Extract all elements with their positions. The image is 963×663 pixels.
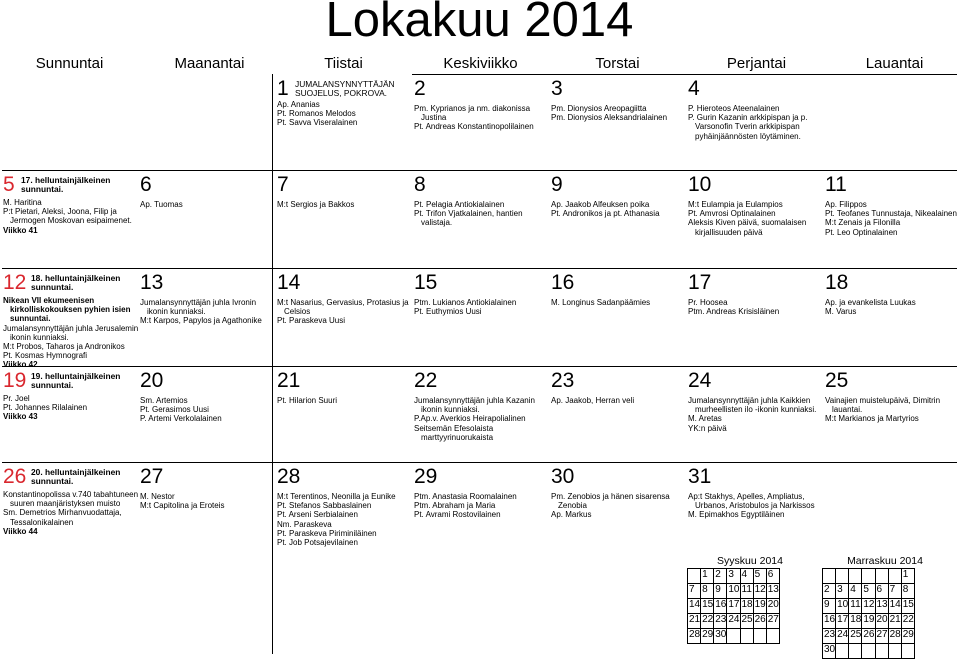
day-cell-1[interactable]: [277, 78, 411, 168]
event-list: [414, 104, 534, 132]
event-list: [414, 492, 517, 520]
day-cell-23[interactable]: [551, 370, 685, 460]
day-number: 4: [688, 77, 700, 100]
event-line: Pr. Hoosea: [688, 298, 728, 307]
event-line: Pm. Kyprianos ja nm. diakonissa: [414, 104, 531, 113]
mini-day: 23: [714, 614, 727, 629]
event-line: Ap:t Stakhys, Apelles, Ampliatus,: [688, 492, 805, 501]
mini-day: 25: [849, 629, 862, 644]
event-list: [551, 396, 634, 405]
event-line: P. Gurin Kazanin arkkipispan ja p.: [688, 113, 808, 123]
weekday-6: Lauantai: [865, 55, 924, 72]
day-cell-6[interactable]: [140, 174, 274, 266]
mini-day: 18: [740, 599, 753, 614]
weekday-header: [0, 55, 959, 75]
event-list: [688, 492, 815, 520]
mini-day: [836, 569, 849, 584]
day-number: 19: [3, 369, 27, 392]
title-line: 17. helluntainjälkeinen: [21, 175, 111, 185]
event-line: Varsonofin Tverin arkkipispan: [695, 122, 800, 132]
event-line: Pt. Amvrosi Optinalainen: [688, 209, 776, 219]
event-line: kirkolliskokouksen pyhien isien: [10, 305, 131, 315]
mini-day: [849, 644, 862, 659]
event-list: [277, 100, 357, 128]
mini-day: 26: [862, 629, 875, 644]
day-number: 23: [551, 369, 575, 392]
mini-day: [888, 644, 901, 659]
mini-day: 6: [875, 584, 888, 599]
event-line: Tessalonikalainen: [10, 517, 74, 527]
mini-day: 21: [888, 614, 901, 629]
mini-day: 9: [714, 584, 727, 599]
event-line: M. Longinus Sadanpäämies: [551, 298, 651, 307]
event-list: [3, 198, 132, 235]
day-number: 20: [140, 369, 164, 392]
title-line: 20. helluntainjälkeinen: [31, 467, 121, 477]
mini-day: 12: [753, 584, 766, 599]
event-list: [277, 298, 409, 326]
mini-day: 11: [740, 584, 753, 599]
event-line: Urbanos, Aristobulos ja Narkissos: [695, 501, 815, 511]
mini-day: 24: [727, 614, 740, 629]
event-line: M. Nestor: [140, 492, 175, 501]
event-line: valistaja.: [421, 218, 453, 228]
mini-day: 14: [688, 599, 701, 614]
day-number: 26: [3, 465, 27, 488]
day-cell-21[interactable]: [277, 370, 411, 460]
event-line: Pt. Euthymios Uusi: [414, 307, 482, 317]
event-line: Zenobia: [558, 501, 587, 511]
day-number: 6: [140, 173, 152, 196]
day-cell-22[interactable]: [414, 370, 548, 460]
title-line: 19. helluntainjälkeinen: [31, 371, 121, 381]
row-divider: [412, 74, 957, 75]
event-list: [140, 200, 183, 209]
event-list: [140, 492, 224, 510]
mini-day: [875, 644, 888, 659]
mini-day: [901, 644, 914, 659]
event-line: Konstantinopolissa v.740 tabahtuneen: [3, 490, 139, 499]
event-line: Pt. Savva Viseralainen: [277, 118, 358, 128]
event-line: M. Varus: [825, 307, 857, 317]
mini-day: [753, 629, 766, 644]
page-title: Lokakuu 2014: [325, 0, 634, 47]
event-list: [688, 298, 779, 316]
event-line: Pt. Andreas Konstantinopolilainen: [414, 122, 534, 132]
mini-day: 15: [701, 599, 714, 614]
event-line: lauantai.: [832, 405, 863, 415]
mini-day: 8: [901, 584, 914, 599]
day-cell-20[interactable]: [140, 370, 274, 460]
mini-calendar-title: Syyskuu 2014: [717, 555, 783, 567]
event-list: [688, 104, 807, 141]
mini-day: [862, 569, 875, 584]
weekday-4: Torstai: [595, 55, 640, 72]
row-divider: [2, 268, 957, 269]
mini-day: [766, 629, 779, 644]
weekday-0: Sunnuntai: [35, 55, 104, 72]
mini-day: 3: [836, 584, 849, 599]
mini-calendar-title: Marraskuu 2014: [847, 555, 923, 567]
mini-day: 6: [766, 569, 779, 584]
day-cell-8[interactable]: [414, 174, 548, 266]
day-number: 18: [825, 271, 849, 294]
event-list: [414, 396, 535, 442]
day-number: 17: [688, 271, 712, 294]
event-line: kirjallisuuden päivä: [695, 227, 763, 237]
event-line: P. Artemi Verkolalainen: [140, 414, 222, 424]
event-line: Aleksis Kiven päivä, suomalaisen: [688, 218, 807, 228]
mini-day: 10: [727, 584, 740, 599]
event-line: Pt. Stefanos Sabbaslainen: [277, 501, 372, 511]
day-number: 31: [688, 465, 712, 488]
event-line: Pt. Romanos Melodos: [277, 109, 356, 119]
event-line: Ap. ja evankelista Luukas: [825, 298, 916, 307]
weekday-2: Tiistai: [324, 55, 363, 72]
mini-day: 29: [701, 629, 714, 644]
event-line: Ptm. Andreas Krisisläinen: [688, 307, 780, 317]
mini-day: 22: [701, 614, 714, 629]
event-line: Ptm. Abraham ja Maria: [414, 501, 496, 511]
day-cell-26[interactable]: [3, 466, 139, 556]
grid-divider: [272, 74, 273, 654]
day-cell-3[interactable]: [551, 78, 685, 168]
day-number: 22: [414, 369, 438, 392]
mini-day: 26: [753, 614, 766, 629]
day-cell-13[interactable]: [140, 272, 274, 364]
weekday-1: Maanantai: [174, 55, 245, 72]
day-cell-11[interactable]: [825, 174, 959, 266]
event-line: M:t Markianos ja Martyrios: [825, 414, 919, 424]
event-line: M. Aretas: [688, 414, 722, 424]
day-cell-2[interactable]: [414, 78, 548, 168]
mini-day: 2: [714, 569, 727, 584]
event-line: Pt. Gerasimos Uusi: [140, 405, 209, 415]
mini-day: 18: [849, 614, 862, 629]
event-line: M:t Capitolina ja Eroteis: [140, 501, 225, 511]
event-line: Pt. Pelagia Antiokialainen: [414, 200, 505, 209]
mini-day: 12: [862, 599, 875, 614]
day-number: 5: [3, 173, 15, 196]
event-line: M. Haritina: [3, 198, 42, 207]
day-cell-5[interactable]: [3, 174, 139, 266]
mini-day: 2: [823, 584, 836, 599]
event-list: [414, 200, 523, 228]
mini-day: 3: [727, 569, 740, 584]
event-list: [414, 298, 516, 316]
day-number: 1: [277, 77, 289, 100]
event-list: [277, 492, 396, 547]
event-line: Pt. Hilarion Suuri: [277, 396, 338, 405]
day-cell-25[interactable]: [825, 370, 959, 460]
day-cell-16[interactable]: [551, 272, 685, 364]
title-line: 18. helluntainjälkeinen: [31, 273, 121, 283]
title-line: sunnuntai.: [21, 184, 64, 194]
event-line: Pt. Paraskeva Uusi: [277, 316, 346, 326]
event-line: M. Epimakhos Egyptiläinen: [688, 510, 785, 520]
day-number: 30: [551, 465, 575, 488]
mini-day: [727, 629, 740, 644]
event-list: [825, 396, 940, 424]
event-line: ikonin kunniaksi.: [10, 332, 69, 342]
day-number: 3: [551, 77, 563, 100]
day-cell-24[interactable]: [688, 370, 822, 460]
title-line: sunnuntai.: [31, 476, 74, 486]
event-line: M:t Zenais ja Filonilla: [825, 218, 901, 228]
event-line: M:t Sergios ja Bakkos: [277, 200, 355, 209]
event-list: [688, 396, 816, 433]
row-divider: [2, 170, 957, 171]
event-line: M:t Eulampia ja Eulampios: [688, 200, 783, 209]
mini-day: 20: [875, 614, 888, 629]
event-line: Viikko 42: [3, 360, 38, 370]
event-line: M:t Karpos, Papylos ja Agathonike: [140, 316, 262, 326]
event-line: P:t Pietari, Aleksi, Joona, Filip ja: [3, 207, 117, 217]
mini-day: 16: [823, 614, 836, 629]
event-line: Viikko 44: [3, 526, 38, 536]
mini-day: 24: [836, 629, 849, 644]
mini-day: 22: [901, 614, 914, 629]
day-cell-10[interactable]: [688, 174, 822, 266]
title-line: sunnuntai.: [31, 380, 74, 390]
event-line: Ptm. Lukianos Antiokialainen: [414, 298, 517, 307]
event-line: murheellisten ilo -ikonin kunniaksi.: [695, 405, 817, 415]
event-list: [825, 200, 957, 237]
mini-day: 11: [849, 599, 862, 614]
event-list: [3, 394, 87, 422]
event-line: YK:n päivä: [688, 423, 727, 433]
mini-day: 23: [823, 629, 836, 644]
mini-day: 1: [901, 569, 914, 584]
mini-day: 27: [875, 629, 888, 644]
event-line: Jumalansynnyttäjän juhla Ivronin: [140, 298, 257, 307]
mini-day: 20: [766, 599, 779, 614]
event-line: Pt. Trifon Vjatkalainen, hantien: [414, 209, 523, 219]
event-line: Nm. Paraskeva: [277, 519, 332, 529]
event-line: Ap. Jaakob Alfeuksen poika: [551, 200, 650, 209]
day-number: 13: [140, 271, 164, 294]
event-line: ikonin kunniaksi.: [421, 405, 480, 415]
mini-day: 9: [823, 599, 836, 614]
event-line: Seitsemän Efesolaista: [414, 423, 494, 433]
mini-day: 8: [701, 584, 714, 599]
event-line: Jumalansynnyttäjän juhla Kazanin: [414, 396, 535, 405]
event-line: Pt. Leo Optinalainen: [825, 227, 898, 237]
event-line: M:t Terentinos, Neonilla ja Eunike: [277, 492, 396, 501]
event-line: Jumalansynnyttäjän juhla Jerusalemin: [3, 323, 139, 333]
mini-day: 5: [753, 569, 766, 584]
event-list: [551, 104, 667, 122]
day-number: 2: [414, 77, 426, 100]
day-number: 16: [551, 271, 575, 294]
event-line: Viikko 43: [3, 412, 38, 422]
day-number: 21: [277, 369, 301, 392]
day-cell-30[interactable]: [551, 466, 685, 556]
event-line: M:t Probos, Taharos ja Andronikos: [3, 342, 125, 352]
mini-day: 28: [688, 629, 701, 644]
mini-day: 13: [875, 599, 888, 614]
event-line: Pt. Andronikos ja pt. Athanasia: [551, 209, 660, 219]
event-line: Pt. Avrami Rostovilainen: [414, 510, 501, 520]
day-number: 7: [277, 173, 289, 196]
event-line: Pt. Johannes Rilalainen: [3, 403, 88, 413]
day-number: 29: [414, 465, 438, 488]
event-line: Sm. Artemios: [140, 396, 188, 405]
day-number: 12: [3, 271, 27, 294]
mini-day: [862, 644, 875, 659]
day-number: 25: [825, 369, 849, 392]
day-number: 24: [688, 369, 712, 392]
event-line: Ap. Jaakob, Herran veli: [551, 396, 635, 405]
event-line: Pt. Job Potsajevilainen: [277, 538, 358, 548]
feast-title: [295, 80, 395, 98]
event-line: Pm. Dionysios Aleksandrialainen: [551, 113, 668, 123]
day-cell-28[interactable]: [277, 466, 411, 556]
day-number: 28: [277, 465, 301, 488]
event-line: Pm. Zenobios ja hänen sisarensa: [551, 492, 670, 501]
day-number: 8: [414, 173, 426, 196]
event-line: Sm. Demetrios Mirhanvuodattaja,: [3, 508, 122, 518]
mini-day: 14: [888, 599, 901, 614]
row-divider: [2, 462, 957, 463]
day-cell-27[interactable]: [140, 466, 274, 556]
event-line: pyhäinjäännösten löytäminen.: [695, 131, 801, 141]
event-line: Pm. Dionysios Areopagiitta: [551, 104, 647, 113]
day-cell-31[interactable]: [688, 466, 822, 556]
day-cell-14[interactable]: [277, 272, 411, 364]
event-line: ikonin kunniaksi.: [147, 307, 206, 317]
event-list: [140, 298, 262, 326]
weekday-5: Perjantai: [726, 55, 787, 72]
mini-day: [849, 569, 862, 584]
event-list: [3, 490, 138, 536]
event-list: [140, 396, 222, 424]
mini-day: 25: [740, 614, 753, 629]
day-cell-17[interactable]: [688, 272, 822, 364]
mini-day: 28: [888, 629, 901, 644]
mini-day: 19: [753, 599, 766, 614]
event-list: [825, 298, 916, 316]
event-line: Jermogen Moskovan esipaimenet.: [10, 216, 132, 226]
mini-day: 7: [888, 584, 901, 599]
event-line: marttyyrinuorukaista: [421, 432, 494, 442]
mini-day: 4: [849, 584, 862, 599]
day-number: 15: [414, 271, 438, 294]
event-line: Viikko 41: [3, 225, 38, 235]
mini-day: 27: [766, 614, 779, 629]
event-line: Celsios: [284, 307, 311, 317]
day-number: 14: [277, 271, 301, 294]
event-line: Jumalansynnyttäjän juhla Kaikkien: [688, 396, 811, 405]
event-list: [688, 200, 806, 237]
day-cell-12[interactable]: [3, 271, 139, 370]
event-line: Justina: [421, 113, 447, 123]
day-cell-15[interactable]: [414, 272, 548, 364]
mini-day: 4: [740, 569, 753, 584]
day-cell-19[interactable]: [3, 370, 139, 460]
day-number: 9: [551, 173, 563, 196]
event-list: [277, 396, 337, 405]
mini-day: 5: [862, 584, 875, 599]
mini-day: 16: [714, 599, 727, 614]
event-line: P.Ap.v. Averkios Heirapolialinen: [414, 414, 526, 424]
day-cell-29[interactable]: [414, 466, 548, 556]
mini-day: 13: [766, 584, 779, 599]
day-cell-18[interactable]: [825, 272, 959, 364]
event-line: Vainajien muistelupäivä, Dimitrin: [825, 396, 941, 405]
event-line: M:t Nasarius, Gervasius, Protasius ja: [277, 298, 409, 307]
mini-day: 17: [836, 614, 849, 629]
mini-day: 1: [701, 569, 714, 584]
mini-calendar-table: [687, 568, 780, 644]
mini-day: 15: [901, 599, 914, 614]
day-cell-4[interactable]: [688, 78, 822, 168]
mini-day: 30: [823, 644, 836, 659]
mini-day: 10: [836, 599, 849, 614]
row-divider: [2, 366, 957, 367]
mini-day: [740, 629, 753, 644]
mini-day: [836, 644, 849, 659]
event-line: Pt. Arseni Serbialainen: [277, 510, 358, 520]
mini-day: [823, 569, 836, 584]
day-number: 11: [825, 173, 847, 196]
title-line: sunnuntai.: [31, 282, 74, 292]
sunday-title: [31, 274, 120, 292]
event-line: Ptm. Anastasia Roomalainen: [414, 492, 517, 501]
day-number: 10: [688, 173, 712, 196]
event-line: Pt. Teofanes Tunnustaja, Nikealainen: [825, 209, 957, 219]
event-line: Nikean VII ekumeenisen: [3, 296, 95, 305]
event-line: P. Hieroteos Ateenalainen: [688, 104, 780, 113]
mini-day: 30: [714, 629, 727, 644]
event-line: Pr. Joel: [3, 394, 30, 403]
day-number: 27: [140, 465, 164, 488]
title-line: JUMALANSYNNYTTÄJÄN: [295, 79, 395, 89]
day-cell-7[interactable]: [277, 174, 411, 266]
day-cell-9[interactable]: [551, 174, 685, 266]
event-list: [3, 296, 138, 370]
mini-day: 19: [862, 614, 875, 629]
event-line: Pt. Paraskeva Piriminiläinen: [277, 528, 377, 538]
mini-day: [888, 569, 901, 584]
mini-day: 21: [688, 614, 701, 629]
event-line: suuren maanjäristyksen muisto: [10, 499, 121, 509]
event-list: [551, 298, 650, 307]
sunday-title: [21, 176, 110, 194]
event-line: Ap. Filippos: [825, 200, 867, 209]
event-line: Ap. Ananias: [277, 100, 320, 109]
mini-day: [688, 569, 701, 584]
mini-day: 7: [688, 584, 701, 599]
event-list: [551, 492, 670, 520]
sunday-title: [31, 468, 120, 486]
sunday-title: [31, 372, 120, 390]
mini-day: 17: [727, 599, 740, 614]
title-line: SUOJELUS, POKROVA.: [295, 88, 387, 98]
event-line: Pt. Kosmas Hymnografi: [3, 351, 88, 361]
weekday-3: Keskiviikko: [443, 55, 518, 72]
mini-day: 29: [901, 629, 914, 644]
event-list: [277, 200, 354, 209]
mini-calendar-table: [822, 568, 915, 659]
mini-day: [875, 569, 888, 584]
event-line: Ap. Tuomas: [140, 200, 183, 209]
event-line: sunnuntai.: [10, 314, 51, 324]
event-list: [551, 200, 660, 218]
event-line: Ap. Markus: [551, 510, 592, 520]
